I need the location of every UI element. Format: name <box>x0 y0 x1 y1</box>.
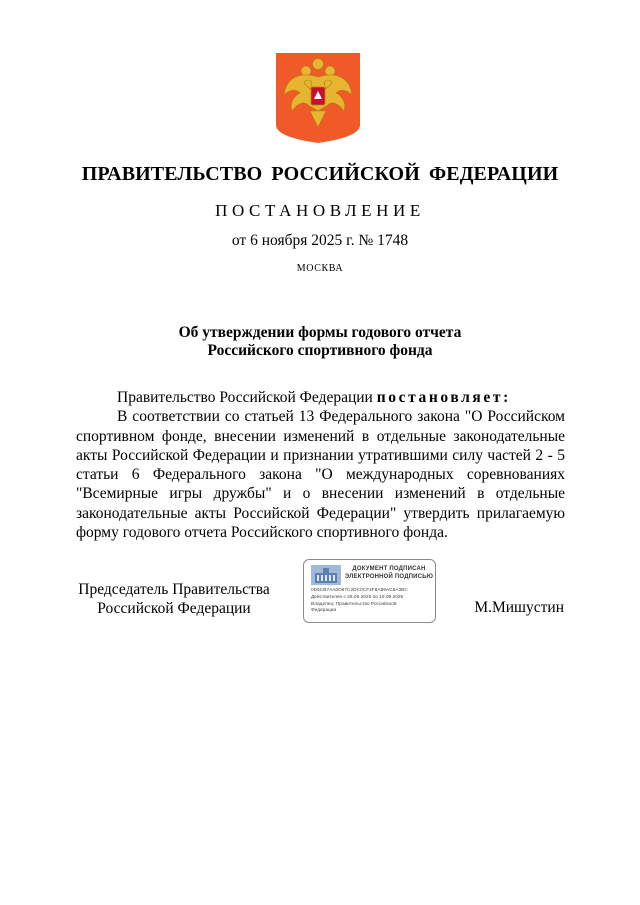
stamp-title-line-1: ДОКУМЕНТ ПОДПИСАН <box>352 566 426 572</box>
russian-coat-of-arms-icon <box>276 53 360 143</box>
document-city: МОСКВА <box>296 263 344 274</box>
stamp-title <box>344 566 434 581</box>
position-line-2: Российской Федерации <box>97 599 251 617</box>
document-body <box>76 388 565 542</box>
document-date-number: от 6 ноября 2025 г. № 1748 <box>231 232 409 249</box>
resolution-preamble <box>76 388 565 407</box>
stamp-certificate: 0D6CB7AA0D97C2DC0CF4F8A69AC8A3BC <box>311 588 408 593</box>
stamp-title-line-2: ЭЛЕКТРОННОЙ ПОДПИСЬЮ <box>344 573 434 580</box>
electronic-signature-stamp <box>303 559 436 623</box>
building-icon <box>311 565 341 585</box>
stamp-owner-line-2: Федерации <box>311 608 337 613</box>
preamble-emphasis: постановляет: <box>376 389 511 406</box>
document-subject <box>0 324 640 360</box>
signatory-position <box>76 581 272 618</box>
signatory-name: М.Мишустин <box>474 599 564 616</box>
subject-line-1: Об утверждении формы годового отчета <box>178 324 462 341</box>
stamp-validity: Действителен с 26.06.2025 по 19.09.2026 <box>311 595 404 600</box>
position-line-1: Председатель Правительства <box>78 581 270 598</box>
subject-line-2: Российского спортивного фонда <box>207 342 433 359</box>
resolution-paragraph: В соответствии со статьей 13 Федерального закона "О Российском спортивном фонде, внесении изменений в отдельные законодательные акты Российской Федерации и признании утратившими силу частей 2 - 5 статьи 6 Федерального закона "О международных соревнованиях "Всемирные игры дружбы" и о внесении изменений в отдельные законодательные акты Российской Федерации" утвердить прилагаемую форму годового отчета Российского спортивного фонда. <box>76 408 565 542</box>
preamble-text: Правительство Российской Федерации <box>117 389 377 406</box>
stamp-owner-line-1: Владелец: Правительство Российской <box>311 602 397 607</box>
document-type: ПОСТАНОВЛЕНИЕ <box>215 201 425 220</box>
government-title: ПРАВИТЕЛЬСТВО РОССИЙСКОЙ ФЕДЕРАЦИИ <box>81 163 559 185</box>
